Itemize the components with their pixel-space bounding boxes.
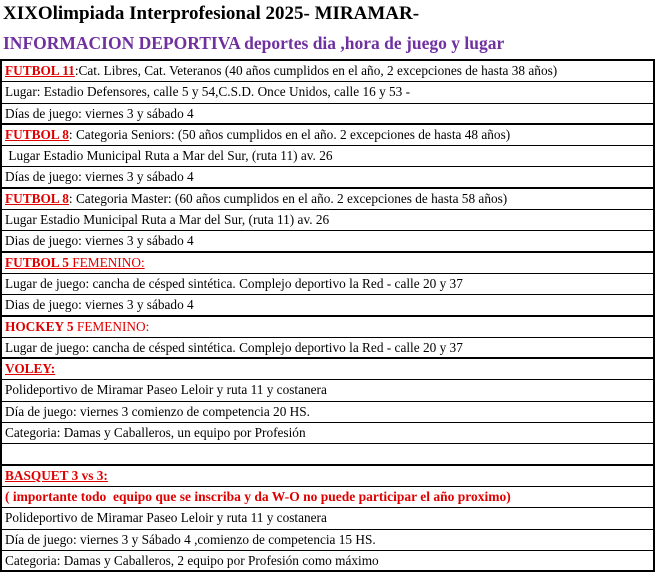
- futbol5-venue-row: Lugar de juego: cancha de césped sintética. Complejo deportivo la Red - calle 20 y 37: [2, 274, 653, 295]
- futbol8-master-category: : Categoria Master: (60 años cumplidos en el año. 2 excepciones de hasta 58 años): [68, 190, 508, 206]
- hockey5-header-row: [2, 317, 653, 338]
- futbol8-master-header-row: [2, 189, 653, 210]
- futbol8-seniors-category: : Categoria Seniors: (50 años cumplidos en el año. 2 excepciones de hasta 48 años): [68, 126, 511, 142]
- page-title: XIXOlimpiada Interprofesional 2025- MIRAMAR-: [3, 3, 420, 24]
- futbol11-venue-row: Lugar: Estadio Defensores, calle 5 y 54,C.S.D. Once Unidos, calle 16 y 53 -: [2, 82, 653, 103]
- basquet-category-row: Categoria: Damas y Caballeros, 2 equipo por Profesión como máximo: [2, 551, 653, 572]
- voley-heading: VOLEY:: [5, 361, 56, 377]
- voley-blank-row: [2, 444, 653, 465]
- hockey5-category: FEMENINO:: [73, 318, 150, 334]
- futbol11-heading: FUTBOL 11: [5, 63, 75, 78]
- hockey5-venue-row: Lugar de juego: cancha de césped sintética. Complejo deportivo la Red - calle 20 y 37: [2, 338, 653, 359]
- basquet-day-row: Día de juego: viernes 3 y Sábado 4 ,comienzo de competencia 15 HS.: [2, 530, 653, 551]
- futbol11-header-row: [2, 61, 653, 82]
- voley-venue-row: Polideportivo de Miramar Paseo Leloir y ruta 11 y costanera: [2, 380, 653, 401]
- hockey5-heading: HOCKEY 5: [5, 318, 74, 334]
- basquet-header-row: [2, 466, 653, 487]
- voley-header-row: [2, 359, 653, 380]
- basquet-note-row: [2, 487, 653, 508]
- futbol8-master-days-row: Dias de juego: viernes 3 y sábado 4: [2, 231, 653, 252]
- futbol11-category: :Cat. Libres, Cat. Veteranos (40 años cumplidos en el año, 2 excepciones de hasta 38 años): [74, 63, 558, 78]
- futbol8-master-heading: FUTBOL 8: [5, 190, 69, 206]
- futbol8-seniors-venue-row: Lugar Estadio Municipal Ruta a Mar del Sur, (ruta 11) av. 26: [2, 146, 653, 167]
- basquet-venue-row: Polideportivo de Miramar Paseo Leloir y ruta 11 y costanera: [2, 508, 653, 529]
- futbol5-days-row: Dias de juego: viernes 3 y sábado 4: [2, 295, 653, 316]
- futbol5-category: FEMENINO:: [68, 254, 145, 270]
- futbol8-seniors-header-row: [2, 125, 653, 146]
- futbol8-master-venue-row: Lugar Estadio Municipal Ruta a Mar del Sur, (ruta 11) av. 26: [2, 210, 653, 231]
- page-subtitle: INFORMACION DEPORTIVA deportes dia ,hora de juego y lugar: [3, 33, 505, 53]
- futbol11-days-row: Días de juego: viernes 3 y sábado 4: [2, 104, 653, 125]
- basquet-heading: BASQUET 3 vs 3:: [5, 467, 108, 483]
- basquet-note: ( importante todo equipo que se inscriba y da W-O no puede participar el año proximo): [5, 488, 511, 504]
- futbol5-header-row: [2, 253, 653, 274]
- futbol8-seniors-days-row: Días de juego: viernes 3 y sábado 4: [2, 167, 653, 188]
- voley-day-row: Día de juego: viernes 3 comienzo de competencia 20 HS.: [2, 402, 653, 423]
- futbol5-heading: FUTBOL 5: [5, 254, 69, 270]
- futbol8-seniors-heading: FUTBOL 8: [5, 126, 69, 142]
- voley-category-row: Categoria: Damas y Caballeros, un equipo por Profesión: [2, 423, 653, 444]
- sports-info-table: [0, 59, 655, 572]
